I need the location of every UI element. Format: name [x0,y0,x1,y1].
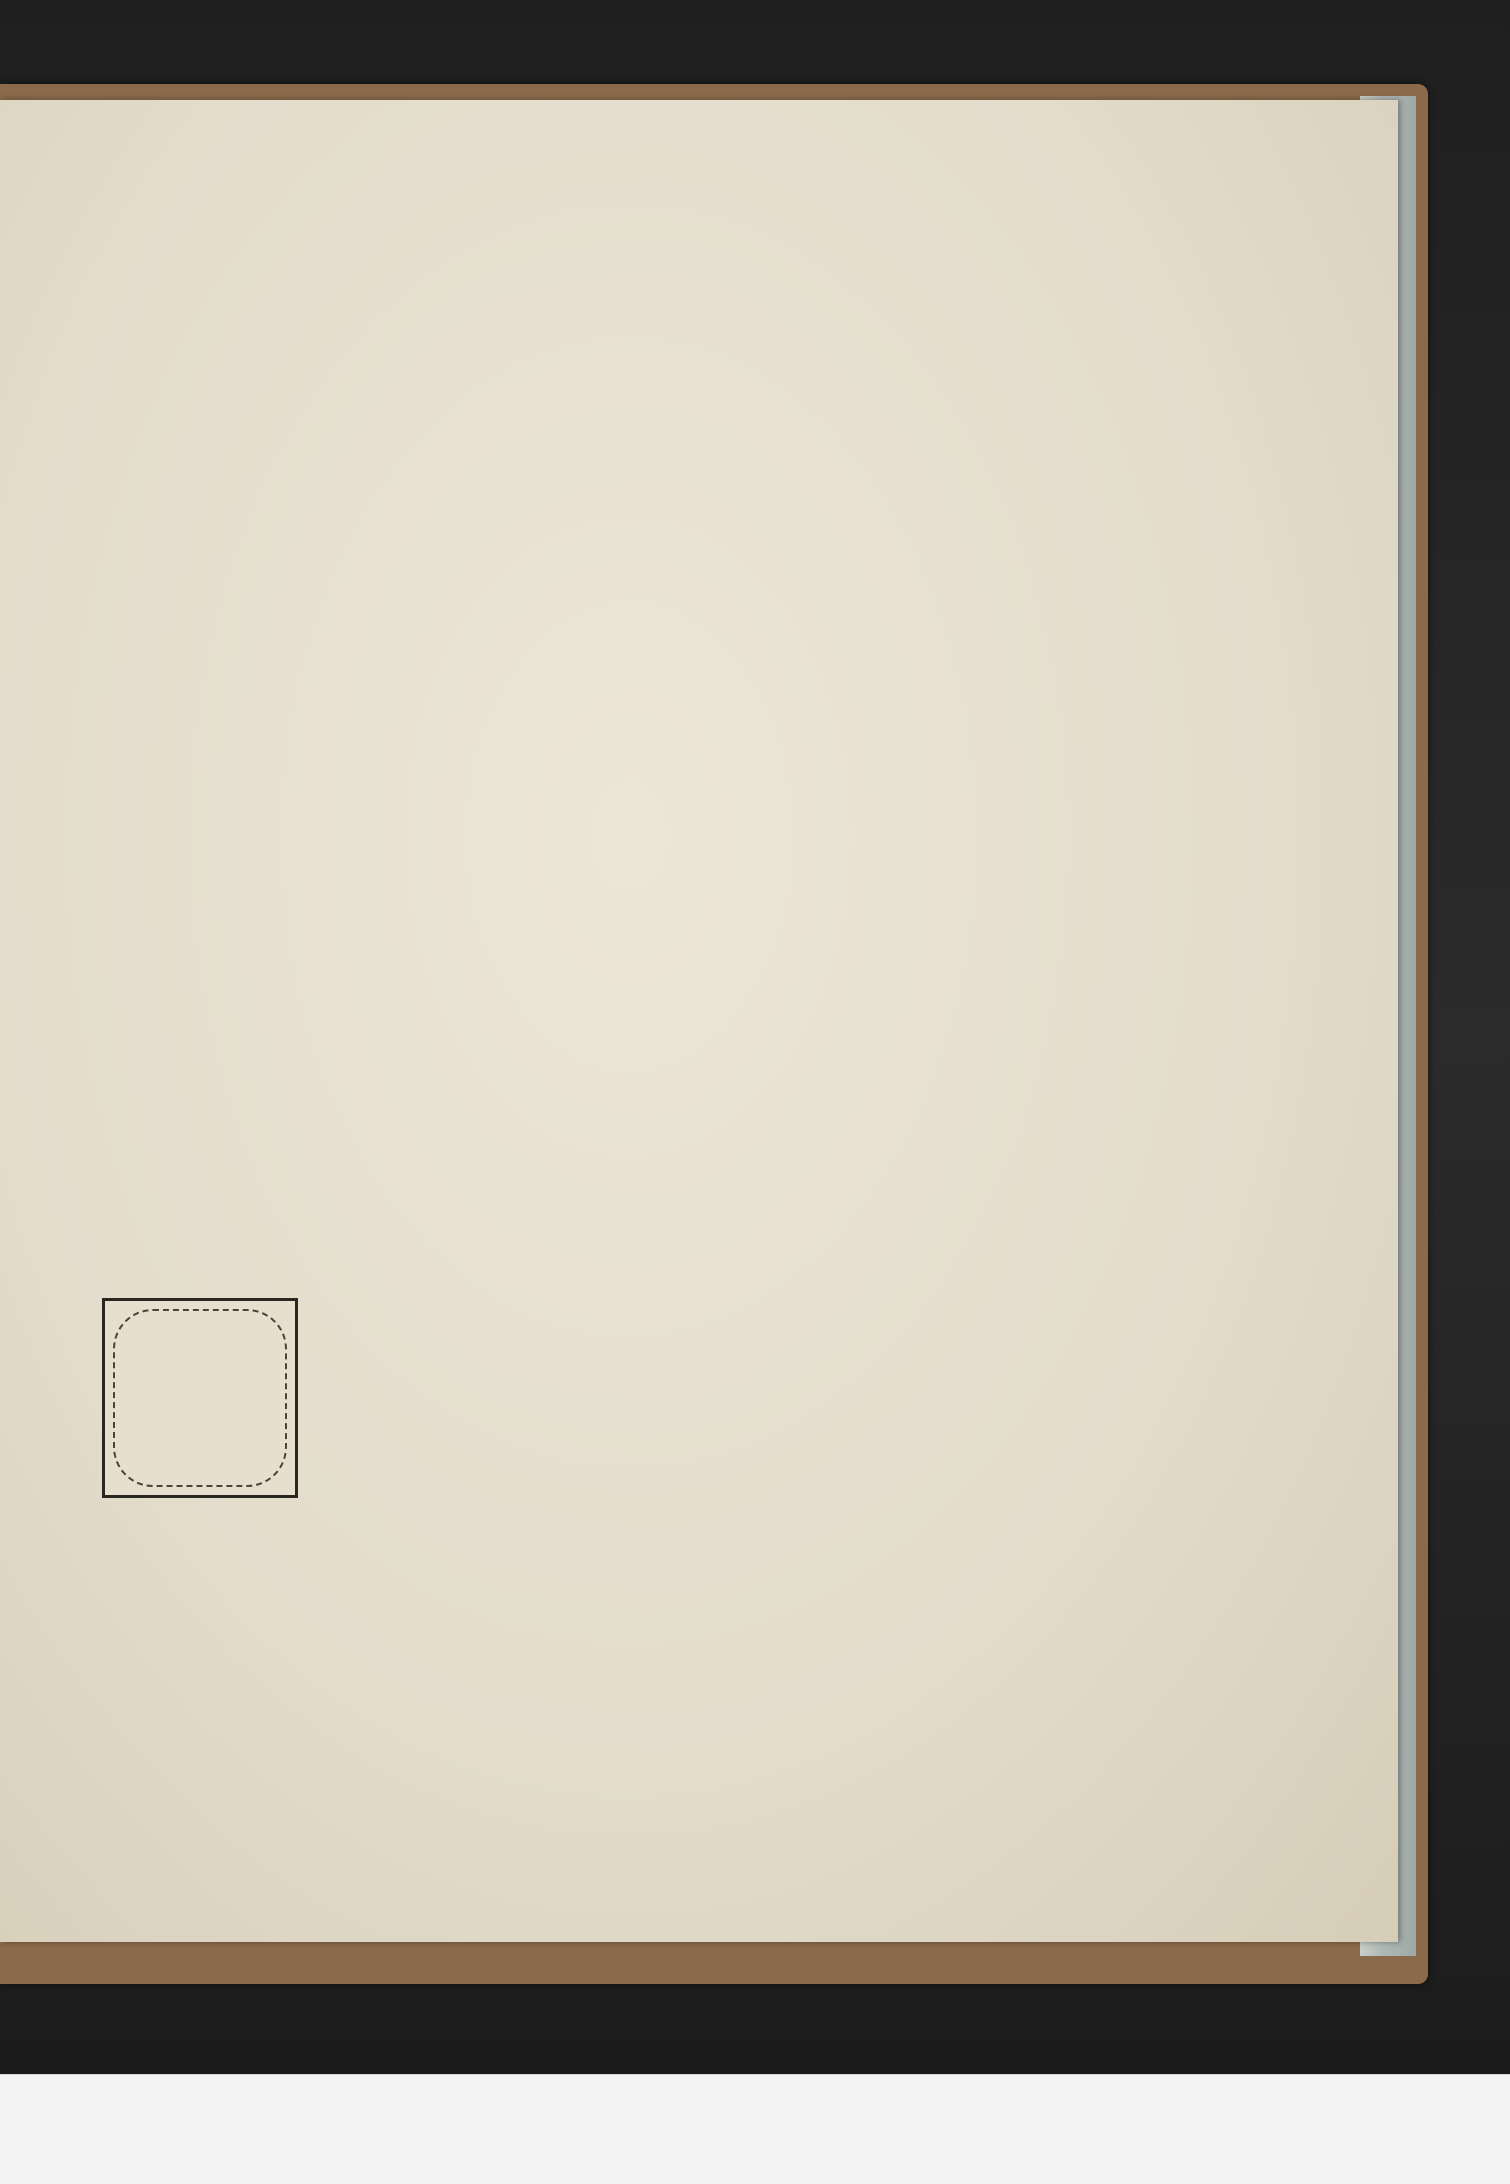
decorated-initial [102,1298,298,1498]
initial-letter [105,1301,295,1495]
ornamental-divider [92,886,1114,922]
running-head [0,192,1398,262]
viewer-footer [0,2074,1510,2184]
book-page [0,100,1398,1942]
library-logo-icon [34,2097,80,2159]
